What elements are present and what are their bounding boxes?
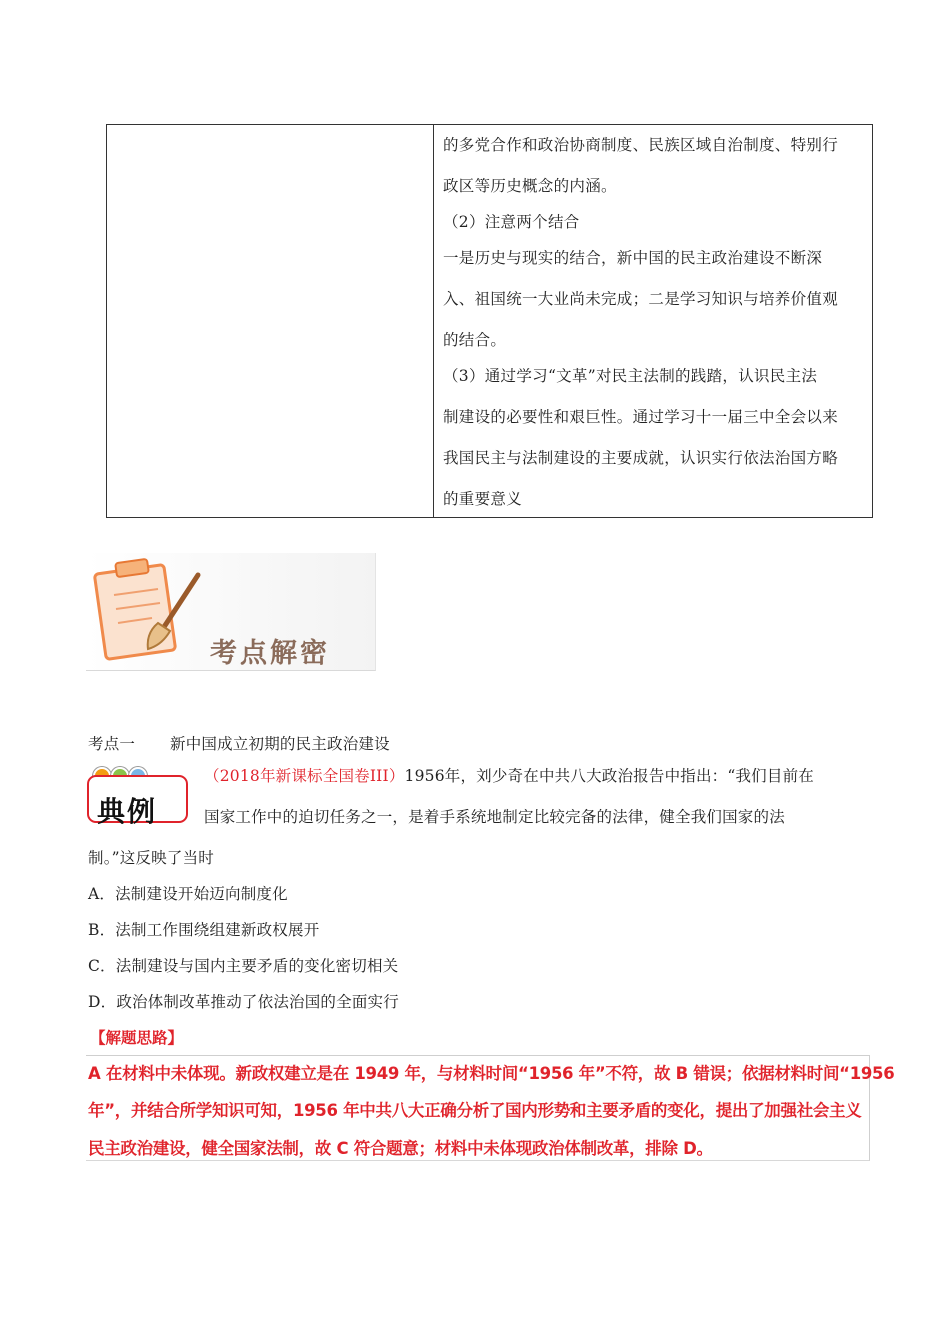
table-line: 入、祖国统一大业尚未完成；二是学习知识与培养价值观 xyxy=(443,290,839,308)
solution-line: A 在材料中未体现。新政权建立是在 1949 年，与材料时间“1956 年”不符，故 B 错误；依据材料时间“1956 xyxy=(88,1064,895,1083)
option-c: C．法制建设与国内主要矛盾的变化密切相关 xyxy=(88,957,399,975)
solution-heading: 【解题思路】 xyxy=(90,1028,184,1047)
section-title: 新中国成立初期的民主政治建设 xyxy=(170,735,390,753)
table-line: 我国民主与法制建设的主要成就，认识实行依法治国方略 xyxy=(443,449,839,467)
table-line: 的结合。 xyxy=(443,331,507,349)
question-line-3: 制。”这反映了当时 xyxy=(88,849,214,867)
table-line: 的多党合作和政治协商制度、民族区域自治制度、特别行 xyxy=(443,136,839,154)
example-badge xyxy=(87,767,190,828)
section-label: 考点一 xyxy=(88,735,136,753)
question-line-1 xyxy=(204,764,814,786)
question-source: （2018年新课标全国卷III） xyxy=(204,767,405,785)
table-line: 一是历史与现实的结合，新中国的民主政治建设不断深 xyxy=(443,249,823,267)
question-line-2: 国家工作中的迫切任务之一，是着手系统地制定比较完备的法律，健全我们国家的法 xyxy=(204,808,785,826)
badge-box xyxy=(87,775,188,828)
solution-line: 民主政治建设，健全国家法制，故 C 符合题意；材料中未体现政治体制改革，排除 D。 xyxy=(88,1139,713,1158)
table-line: 政区等历史概念的内涵。 xyxy=(443,177,617,195)
table-left-cell xyxy=(107,125,434,517)
solution-box xyxy=(86,1055,895,1161)
option-d: D．政治体制改革推动了依法治国的全面实行 xyxy=(88,993,399,1011)
info-table xyxy=(106,124,873,518)
table-line: 的重要意义 xyxy=(443,490,523,508)
option-b: B．法制工作围绕组建新政权展开 xyxy=(88,921,320,939)
question-text: 1956年，刘少奇在中共八大政治报告中指出：“我们目前在 xyxy=(404,767,814,785)
badge-text: 典例 xyxy=(97,795,158,828)
section-banner xyxy=(86,553,376,671)
table-line: 制建设的必要性和艰巨性。通过学习十一届三中全会以来 xyxy=(443,408,839,426)
table-line: （2）注意两个结合 xyxy=(443,213,580,231)
table-right-cell xyxy=(434,125,872,517)
option-a: A．法制建设开始迈向制度化 xyxy=(88,885,288,903)
solution-line: 年”，并结合所学知识可知，1956 年中共八大正确分析了国内形势和主要矛盾的变化，提出了加强社会主义 xyxy=(88,1101,862,1120)
table-line: （3）通过学习“文革”对民主法制的践踏，认识民主法 xyxy=(443,367,818,385)
banner-title: 考点解密 xyxy=(210,638,330,669)
